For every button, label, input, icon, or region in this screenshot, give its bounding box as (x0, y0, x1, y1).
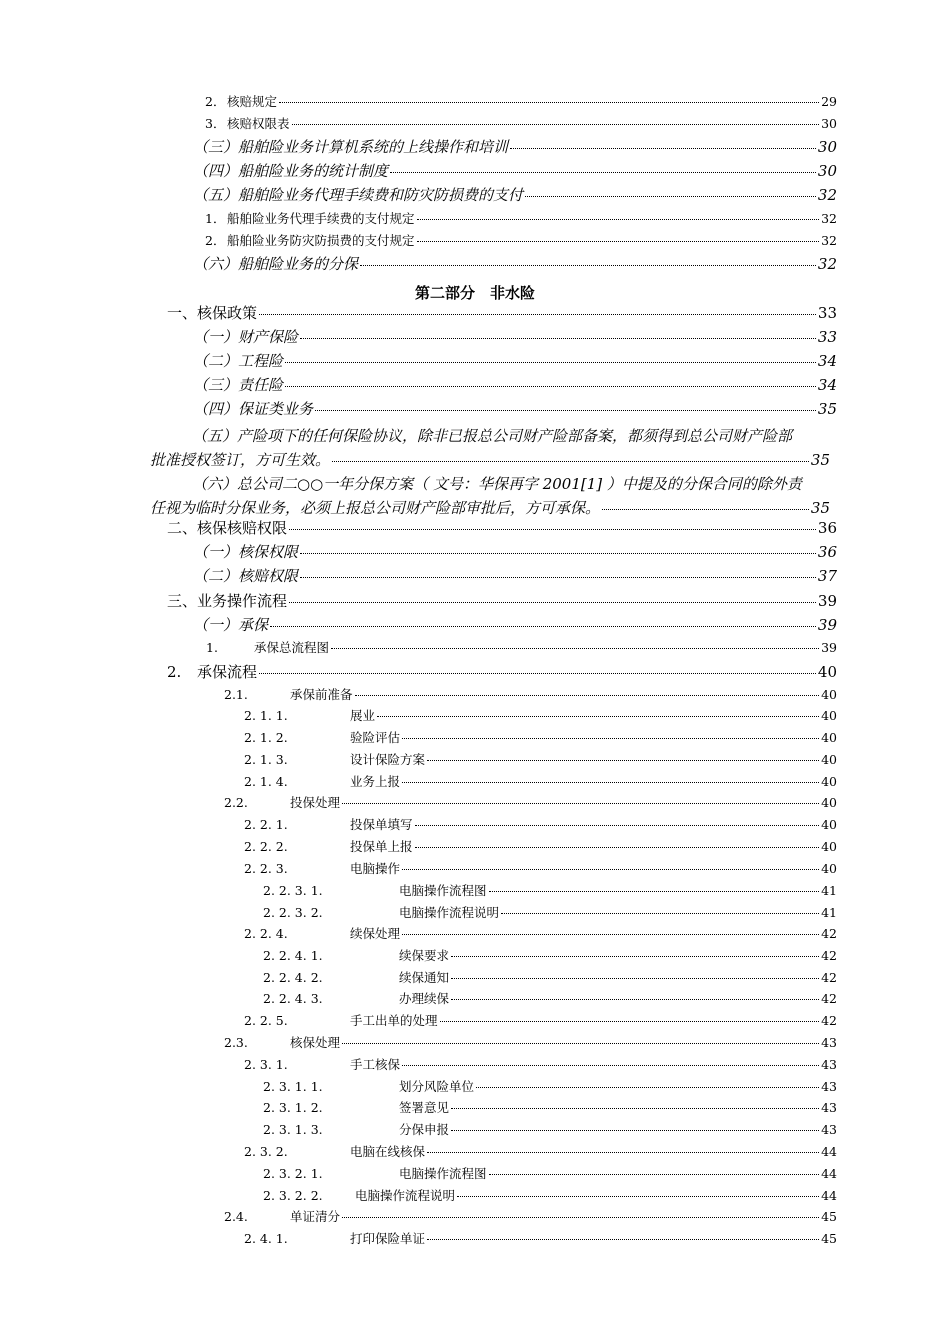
toc-entry-title: （二）核赔权限 (193, 567, 299, 585)
dot-leader (602, 509, 809, 510)
dot-leader (360, 265, 816, 266)
toc-entry-title: （六）船舶险业务的分保 (193, 255, 359, 273)
toc-entry-number: 2． (205, 233, 226, 248)
toc-entry-number: 2. 2. 2. (244, 839, 288, 854)
toc-entry-title: 划分风险单位 (399, 1079, 475, 1094)
toc-entry-title: 承保流程 (197, 663, 258, 681)
toc-entry-page: 40 (821, 795, 837, 810)
dot-leader (457, 1196, 819, 1197)
toc-entry[interactable] (206, 638, 837, 656)
toc-entry-title: 手工核保 (350, 1057, 401, 1072)
dot-leader (440, 1021, 820, 1022)
toc-entry-page: 43 (821, 1100, 837, 1115)
toc-entry-number: 2.1. (224, 687, 248, 702)
toc-entry-page: 29 (821, 94, 837, 109)
toc-entry-number: 1. (206, 640, 218, 655)
toc-entry-page: 42 (821, 926, 837, 941)
toc-entry-page: 36 (817, 519, 837, 537)
dot-leader (285, 386, 816, 387)
toc-entry-para5-line2: 批准授权签订，方可生效。 (150, 451, 331, 469)
dot-leader (510, 148, 816, 149)
toc-entry[interactable] (244, 728, 837, 746)
toc-entry-number: 1． (205, 211, 226, 226)
toc-entry-title: 办理续保 (399, 991, 450, 1006)
toc-entry[interactable] (193, 374, 837, 395)
toc-entry-page: 32 (817, 186, 837, 204)
toc-entry-number: 2. 4. 1. (244, 1231, 288, 1246)
toc-entry-title: 续保处理 (350, 926, 401, 941)
dot-leader (331, 648, 819, 649)
toc-entry-number: 2. 2. 5. (244, 1013, 288, 1028)
toc-entry[interactable] (193, 253, 837, 274)
toc-entry-page: 39 (821, 640, 837, 655)
toc-entry-title: 核赔权限表 (227, 116, 290, 131)
dot-leader (525, 196, 816, 197)
toc-entry-title: 电脑操作流程说明 (399, 905, 500, 920)
toc-entry-page: 40 (821, 839, 837, 854)
dot-leader (417, 241, 820, 242)
dot-leader (451, 999, 819, 1000)
toc-entry-title: 验险评估 (350, 730, 401, 745)
toc-entry-number: 2. 3. 1. 2. (263, 1100, 323, 1115)
toc-entry-page: 42 (821, 970, 837, 985)
toc-entry-number: 2.2. (224, 795, 248, 810)
toc-entry-title: 电脑在线核保 (350, 1144, 426, 1159)
toc-entry-title: 投保单上报 (350, 839, 413, 854)
toc-entry-title: 投保单填写 (350, 817, 413, 832)
toc-entry-number: 2. 3. 1. 1. (263, 1079, 323, 1094)
dot-leader (289, 602, 816, 603)
dot-leader (427, 1152, 819, 1153)
toc-entry[interactable] (263, 1120, 837, 1138)
toc-entry-title: 核赔规定 (227, 94, 278, 109)
toc-entry[interactable] (205, 114, 837, 132)
toc-entry-number: 3． (205, 116, 226, 131)
toc-entry-page: 43 (821, 1122, 837, 1137)
toc-entry-page: 42 (821, 948, 837, 963)
dot-leader (332, 461, 809, 462)
dot-leader (415, 847, 820, 848)
toc-entry[interactable] (244, 1055, 837, 1073)
toc-entry-title: （三）船舶险业务计算机系统的上线操作和培训 (193, 138, 509, 156)
toc-entry[interactable] (244, 772, 837, 790)
toc-entry[interactable] (193, 614, 837, 635)
toc-entry[interactable] (193, 350, 837, 371)
toc-entry[interactable] (244, 1142, 837, 1160)
toc-entry-title: 船舶险业务防灾防损费的支付规定 (227, 233, 415, 248)
dot-leader (300, 553, 816, 554)
toc-entry-number: 2.4. (224, 1209, 248, 1224)
toc-entry[interactable] (193, 541, 837, 562)
toc-entry-page: 32 (821, 233, 837, 248)
toc-entry-title: 船舶险业务代理手续费的支付规定 (227, 211, 415, 226)
toc-entry-para6-line2: 任视为临时分保业务，必须上报总公司财产险部审批后，方可承保。 (150, 499, 601, 517)
toc-entry-number: 2. 3. 2. 2. (263, 1188, 323, 1203)
toc-entry-title: 电脑操作 (350, 861, 401, 876)
dot-leader (270, 626, 816, 627)
toc-entry[interactable] (205, 231, 837, 249)
toc-entry-number: 2. 2. 3. 1. (263, 883, 323, 898)
toc-entry-number: 2. 3. 2. 1. (263, 1166, 323, 1181)
toc-entry[interactable] (244, 859, 837, 877)
toc-entry-title: 投保处理 (290, 795, 341, 810)
dot-leader (501, 913, 819, 914)
toc-entry[interactable] (244, 706, 837, 724)
toc-entry-para5-page: 35 (810, 451, 830, 469)
toc-entry-number: 2. 2. 4. 2. (263, 970, 323, 985)
toc-entry[interactable] (263, 1098, 837, 1116)
toc-entry-number: 2. 2. 3. (244, 861, 288, 876)
toc-entry-page: 40 (821, 730, 837, 745)
toc-entry-page: 30 (821, 116, 837, 131)
dot-leader (417, 219, 820, 220)
dot-leader (489, 1174, 820, 1175)
dot-leader (377, 716, 819, 717)
toc-entry-page: 42 (821, 991, 837, 1006)
toc-entry-page: 32 (821, 211, 837, 226)
toc-entry-number: 2. 2. 4. (244, 926, 288, 941)
dot-leader (402, 869, 819, 870)
dot-leader (415, 825, 820, 826)
toc-entry[interactable] (193, 565, 837, 586)
toc-entry-number: 2. 2. 4. 1. (263, 948, 323, 963)
toc-entry-page: 33 (817, 328, 837, 346)
toc-entry[interactable] (263, 1077, 837, 1095)
toc-entry-title: 三、业务操作流程 (167, 592, 288, 610)
toc-entry[interactable] (263, 881, 837, 899)
toc-entry-page: 43 (821, 1035, 837, 1050)
toc-entry[interactable] (263, 1186, 837, 1204)
toc-entry-title: 手工出单的处理 (350, 1013, 438, 1028)
toc-entry[interactable] (244, 750, 837, 768)
toc-entry-title: （一）承保 (193, 616, 269, 634)
toc-entry-page: 40 (821, 774, 837, 789)
toc-entry-title: 电脑操作流程说明 (355, 1188, 456, 1203)
toc-entry-title: 二、核保核赔权限 (167, 519, 288, 537)
toc-entry-page: 45 (821, 1209, 837, 1224)
dot-leader (292, 124, 820, 125)
toc-entry-para6-page: 35 (810, 499, 830, 517)
toc-entry-para6-line1: （六）总公司二○○一年分保方案（ 文号：华保再字 2001[1] ）中提及的分保合同的除外责 (192, 475, 802, 493)
toc-entry[interactable] (205, 209, 837, 227)
toc-entry-page: 44 (821, 1188, 837, 1203)
toc-entry-title: （四）船舶险业务的统计制度 (193, 162, 389, 180)
toc-entry-title: 分保申报 (399, 1122, 450, 1137)
toc-entry-number: 2． (205, 94, 226, 109)
toc-entry[interactable] (224, 685, 837, 703)
toc-entry-page: 44 (821, 1144, 837, 1159)
dot-leader (402, 782, 819, 783)
dot-leader (355, 695, 820, 696)
toc-entry[interactable] (193, 184, 837, 205)
toc-entry-page: 41 (821, 905, 837, 920)
toc-entry-title: 续保通知 (399, 970, 450, 985)
toc-entry-number: 2. 2. 3. 2. (263, 905, 323, 920)
toc-entry-title: （一）核保权限 (193, 543, 299, 561)
toc-entry[interactable] (167, 302, 837, 323)
toc-entry-page: 30 (817, 138, 837, 156)
toc-entry-page: 44 (821, 1166, 837, 1181)
toc-entry-title: 设计保险方案 (350, 752, 426, 767)
toc-entry[interactable] (244, 924, 837, 942)
toc-entry-page: 36 (817, 543, 837, 561)
dot-leader (279, 102, 819, 103)
toc-entry[interactable] (263, 1164, 837, 1182)
toc-entry-number: 2.3. (224, 1035, 248, 1050)
dot-leader (259, 314, 816, 315)
toc-entry-number: 2. (167, 663, 182, 681)
toc-entry-para5[interactable] (150, 424, 830, 472)
toc-entry[interactable] (167, 661, 837, 682)
toc-entry-title: （三）责任险 (193, 376, 284, 394)
toc-entry[interactable] (263, 946, 837, 964)
dot-leader (489, 891, 820, 892)
toc-entry-page: 34 (817, 352, 837, 370)
toc-entry-number: 2. 3. 1. 3. (263, 1122, 323, 1137)
toc-entry[interactable] (224, 793, 837, 811)
toc-entry-number: 2. 1. 3. (244, 752, 288, 767)
dot-leader (259, 673, 816, 674)
dot-leader (289, 529, 816, 530)
toc-entry-number: 2. 2. 1. (244, 817, 288, 832)
dot-leader (451, 1108, 819, 1109)
toc-entry-title: 签署意见 (399, 1100, 450, 1115)
dot-leader (315, 410, 816, 411)
toc-entry-page: 40 (821, 752, 837, 767)
toc-entry-page: 41 (821, 883, 837, 898)
dot-leader (427, 760, 819, 761)
dot-leader (476, 1087, 819, 1088)
toc-entry-page: 43 (821, 1057, 837, 1072)
toc-entry-page: 32 (817, 255, 837, 273)
toc-entry[interactable] (263, 989, 837, 1007)
toc-entry-page: 43 (821, 1079, 837, 1094)
toc-entry-page: 40 (821, 708, 837, 723)
toc-entry[interactable] (224, 1033, 837, 1051)
toc-entry[interactable] (167, 590, 837, 611)
toc-entry-page: 40 (821, 687, 837, 702)
dot-leader (427, 1239, 819, 1240)
toc-entry[interactable] (244, 815, 837, 833)
toc-entry-title: 核保处理 (290, 1035, 341, 1050)
toc-entry-page: 34 (817, 376, 837, 394)
dot-leader (451, 956, 819, 957)
toc-entry-number: 2. 3. 2. (244, 1144, 288, 1159)
dot-leader (402, 1065, 819, 1066)
toc-entry-number: 2. 1. 2. (244, 730, 288, 745)
toc-entry[interactable] (193, 326, 837, 347)
toc-entry-title: （一）财产保险 (193, 328, 299, 346)
toc-entry-page: 39 (817, 616, 837, 634)
toc-entry[interactable] (193, 398, 837, 419)
dot-leader (342, 1217, 819, 1218)
dot-leader (342, 1043, 819, 1044)
toc-entry-title: 电脑操作流程图 (399, 883, 487, 898)
toc-entry-title: （二）工程险 (193, 352, 284, 370)
toc-entry-title: 承保总流程图 (254, 640, 330, 655)
toc-entry-title: （四）保证类业务 (193, 400, 314, 418)
dot-leader (300, 577, 816, 578)
toc-entry-title: 续保要求 (399, 948, 450, 963)
toc-entry-page: 33 (817, 304, 837, 322)
part-heading: 第二部分 非水险 (414, 284, 535, 302)
dot-leader (451, 978, 819, 979)
toc-entry-title: 打印保险单证 (350, 1231, 426, 1246)
dot-leader (402, 738, 819, 739)
toc-entry-number: 2. 3. 1. (244, 1057, 288, 1072)
toc-entry[interactable] (193, 160, 837, 181)
toc-entry-page: 40 (821, 861, 837, 876)
toc-entry-page: 45 (821, 1231, 837, 1246)
toc-entry-title: 承保前准备 (290, 687, 353, 702)
toc-entry-number: 2. 1. 4. (244, 774, 288, 789)
toc-entry-page: 40 (821, 817, 837, 832)
toc-entry[interactable] (205, 92, 837, 110)
dot-leader (451, 1130, 819, 1131)
toc-entry-number: 2. 1. 1. (244, 708, 288, 723)
toc-entry-title: （五）船舶险业务代理手续费和防灾防损费的支付 (193, 186, 524, 204)
toc-entry[interactable] (193, 136, 837, 157)
toc-entry[interactable] (244, 1229, 837, 1247)
toc-entry-title: 一、核保政策 (167, 304, 258, 322)
toc-entry-para5-line1: （五）产险项下的任何保险协议，除非已报总公司财产险部备案，都须得到总公司财产险部 (192, 427, 793, 445)
toc-entry[interactable] (244, 837, 837, 855)
toc-entry[interactable] (263, 903, 837, 921)
toc-entry-page: 37 (817, 567, 837, 585)
toc-entry-page: 42 (821, 1013, 837, 1028)
toc-entry-page: 40 (817, 663, 837, 681)
toc-entry[interactable] (263, 968, 837, 986)
toc-entry-title: 单证清分 (290, 1209, 341, 1224)
dot-leader (342, 803, 819, 804)
dot-leader (402, 934, 819, 935)
dot-leader (285, 362, 816, 363)
toc-entry-page: 39 (817, 592, 837, 610)
toc-entry-para6[interactable] (150, 472, 830, 520)
toc-entry-title: 展业 (350, 708, 376, 723)
toc-entry-number: 2. 2. 4. 3. (263, 991, 323, 1006)
toc-entry[interactable] (244, 1011, 837, 1029)
toc-entry-page: 35 (817, 400, 837, 418)
dot-leader (300, 338, 816, 339)
toc-entry-title: 电脑操作流程图 (399, 1166, 487, 1181)
toc-entry-page: 30 (817, 162, 837, 180)
toc-entry[interactable] (224, 1207, 837, 1225)
toc-entry[interactable] (167, 517, 837, 538)
dot-leader (390, 172, 816, 173)
toc-entry-title: 业务上报 (350, 774, 401, 789)
